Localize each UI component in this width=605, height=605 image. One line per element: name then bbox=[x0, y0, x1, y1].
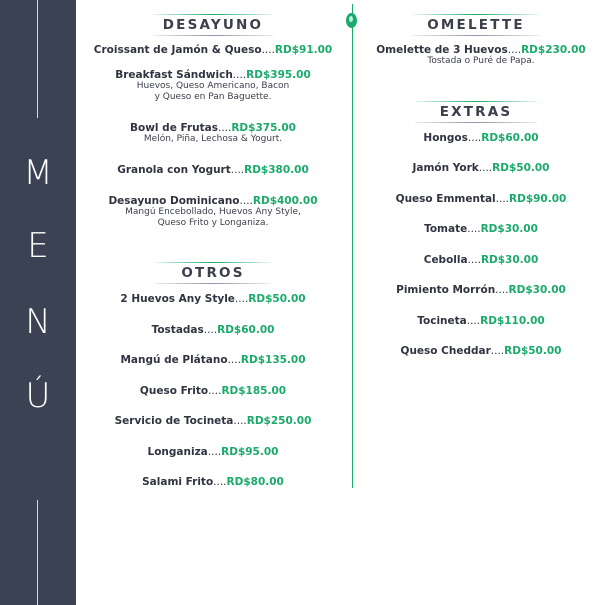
item-price: RD$185.00 bbox=[221, 385, 287, 397]
menu-item bbox=[86, 195, 340, 229]
item-dots: .... bbox=[495, 284, 509, 296]
item-dots: .... bbox=[233, 415, 247, 427]
item-name: Bowl de Frutas bbox=[130, 122, 218, 134]
menu-item bbox=[368, 284, 594, 296]
menu-item bbox=[368, 254, 594, 266]
menu-letter-u: Ú bbox=[25, 376, 51, 416]
menu-item bbox=[86, 164, 340, 176]
item-price: RD$60.00 bbox=[217, 324, 275, 336]
section-title-extras: EXTRAS bbox=[415, 101, 537, 123]
item-description: Tostada o Puré de Papa. bbox=[427, 56, 535, 66]
item-dots: .... bbox=[230, 164, 245, 176]
menu-item bbox=[86, 44, 340, 56]
item-dots: .... bbox=[217, 122, 232, 134]
item-dots: .... bbox=[467, 132, 482, 144]
item-price: RD$400.00 bbox=[252, 195, 318, 207]
item-name: Mangú de Plátano bbox=[120, 354, 228, 366]
item-description: Huevos, Queso Americano, Bacon bbox=[136, 81, 290, 91]
item-name: Croissant de Jamón & Queso bbox=[93, 44, 262, 56]
item-dots: .... bbox=[495, 193, 510, 205]
menu-item bbox=[86, 415, 340, 427]
item-price: RD$91.00 bbox=[274, 44, 333, 56]
sidebar-divider-top bbox=[37, 0, 38, 118]
menu-item bbox=[86, 446, 340, 458]
item-dots: .... bbox=[507, 44, 522, 56]
item-dots: .... bbox=[234, 293, 249, 305]
section-title-otros: OTROS bbox=[155, 262, 271, 284]
menu-item bbox=[86, 122, 340, 145]
item-dots: .... bbox=[467, 254, 481, 266]
item-description: Mangú Encebollado, Huevos Any Style, bbox=[125, 207, 301, 217]
item-name: Salami Frito bbox=[142, 476, 214, 488]
menu-item bbox=[86, 324, 340, 336]
item-dots: .... bbox=[208, 385, 222, 397]
item-dots: .... bbox=[478, 162, 493, 174]
item-name: Granola con Yogurt bbox=[117, 164, 231, 176]
menu-letter-e: E bbox=[27, 226, 49, 266]
item-dots: .... bbox=[467, 223, 481, 235]
item-price: RD$30.00 bbox=[480, 223, 538, 235]
item-name: Tocineta bbox=[417, 315, 467, 327]
menu-item bbox=[86, 476, 340, 488]
sidebar-divider-bottom bbox=[37, 500, 38, 605]
item-dots: .... bbox=[232, 69, 247, 81]
item-dots: .... bbox=[203, 324, 218, 336]
item-dots: .... bbox=[490, 345, 505, 357]
item-price: RD$60.00 bbox=[481, 132, 539, 144]
item-name: Queso Frito bbox=[139, 385, 209, 397]
item-dots: .... bbox=[213, 476, 227, 488]
item-name: Pimiento Morrón bbox=[396, 284, 496, 296]
item-price: RD$80.00 bbox=[226, 476, 284, 488]
item-name: Queso Emmental bbox=[395, 193, 496, 205]
section-title-desayuno: DESAYUNO bbox=[153, 14, 273, 36]
menu-item bbox=[368, 44, 594, 67]
item-description: y Queso en Pan Baguette. bbox=[154, 92, 272, 102]
item-name: Tostadas bbox=[151, 324, 204, 336]
menu-item bbox=[86, 385, 340, 397]
bulb-shine bbox=[349, 16, 353, 22]
item-price: RD$135.00 bbox=[240, 354, 306, 366]
item-price: RD$30.00 bbox=[508, 284, 566, 296]
menu-item bbox=[368, 345, 594, 357]
menu-item bbox=[368, 223, 594, 235]
item-price: RD$380.00 bbox=[244, 164, 309, 176]
item-price: RD$50.00 bbox=[504, 345, 562, 357]
menu-item bbox=[368, 132, 594, 144]
item-price: RD$230.00 bbox=[521, 44, 586, 56]
item-price: RD$250.00 bbox=[246, 415, 312, 427]
item-dots: .... bbox=[207, 446, 222, 458]
item-price: RD$395.00 bbox=[246, 69, 311, 81]
menu-item bbox=[86, 293, 340, 305]
item-name: Servicio de Tocineta bbox=[114, 415, 234, 427]
menu-letter-n: N bbox=[25, 302, 51, 342]
item-dots: .... bbox=[239, 195, 253, 207]
item-description: Queso Frito y Longaniza. bbox=[157, 218, 269, 228]
menu-item bbox=[86, 69, 340, 103]
item-price: RD$50.00 bbox=[492, 162, 550, 174]
menu-letter-m: M bbox=[23, 153, 53, 193]
item-name: Breakfast Sándwich bbox=[115, 69, 233, 81]
sidebar bbox=[0, 0, 76, 605]
menu-item bbox=[368, 315, 594, 327]
item-description: Melón, Piña, Lechosa & Yogurt. bbox=[143, 134, 283, 144]
item-price: RD$375.00 bbox=[231, 122, 296, 134]
item-price: RD$110.00 bbox=[480, 315, 545, 327]
item-name: Longaniza bbox=[147, 446, 208, 458]
item-dots: .... bbox=[261, 44, 275, 56]
item-name: 2 Huevos Any Style bbox=[120, 293, 235, 305]
item-name: Queso Cheddar bbox=[400, 345, 491, 357]
menu-item bbox=[368, 193, 594, 205]
item-price: RD$95.00 bbox=[221, 446, 279, 458]
item-dots: .... bbox=[466, 315, 481, 327]
item-name: Tomate bbox=[424, 223, 468, 235]
item-price: RD$90.00 bbox=[509, 193, 567, 205]
item-dots: .... bbox=[227, 354, 241, 366]
item-name: Cebolla bbox=[423, 254, 468, 266]
menu-item bbox=[368, 162, 594, 174]
item-name: Desayuno Dominicano bbox=[108, 195, 240, 207]
menu-item bbox=[86, 354, 340, 366]
section-title-omelette: OMELETTE bbox=[413, 14, 539, 36]
center-divider bbox=[352, 26, 353, 488]
item-price: RD$50.00 bbox=[248, 293, 306, 305]
item-name: Omelette de 3 Huevos bbox=[376, 44, 508, 56]
item-name: Hongos bbox=[423, 132, 468, 144]
item-name: Jamón York bbox=[412, 162, 479, 174]
item-price: RD$30.00 bbox=[480, 254, 539, 266]
